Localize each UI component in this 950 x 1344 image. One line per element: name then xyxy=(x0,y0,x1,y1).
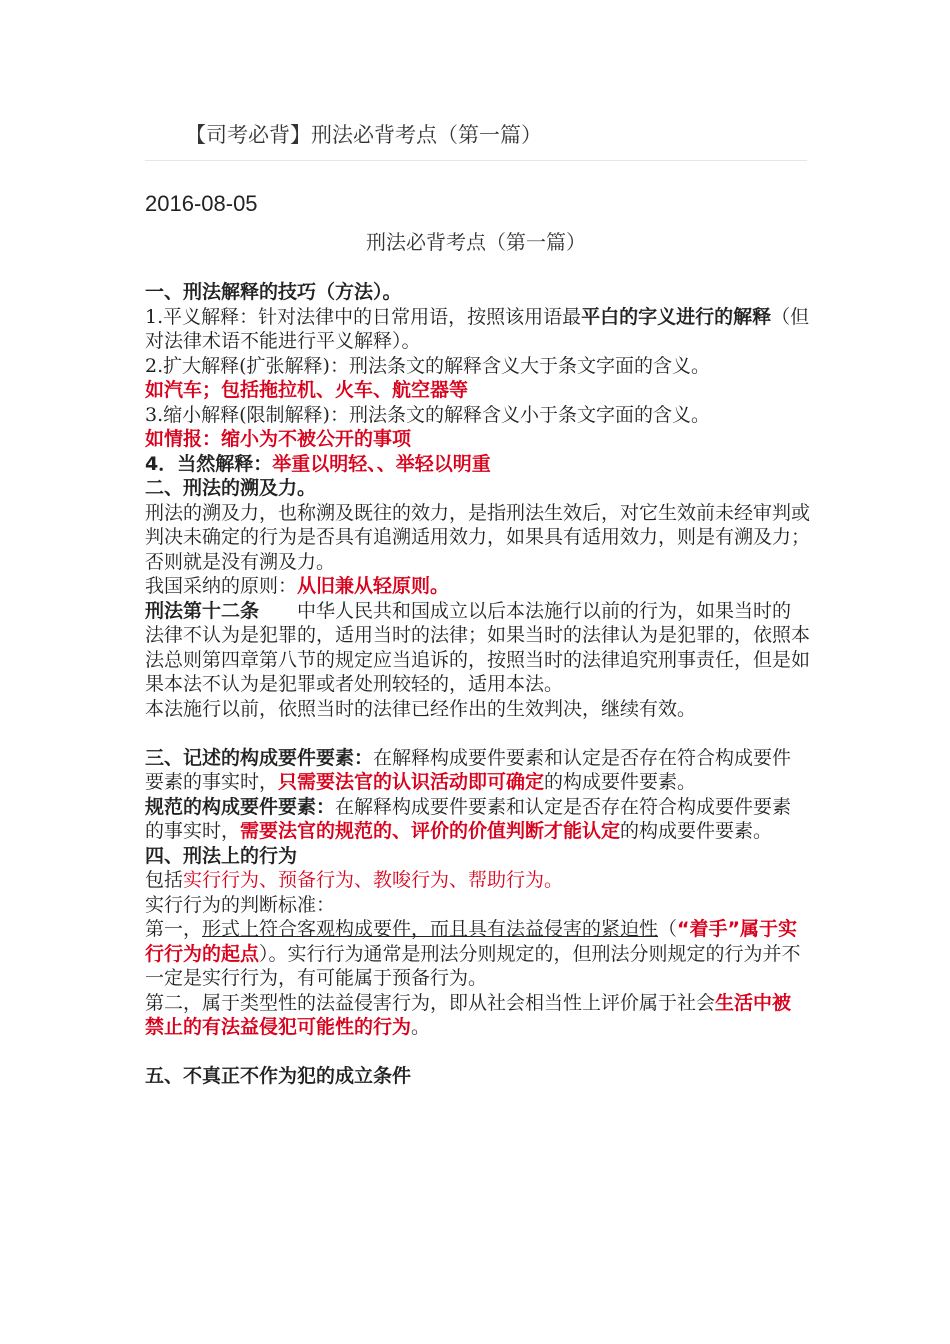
paragraph: 2.扩大解释(扩张解释)：刑法条文的解释含义大于条文字面的含义。 xyxy=(145,354,710,377)
title-divider xyxy=(145,160,807,161)
spacer xyxy=(145,721,810,746)
paragraph: 第一，形式上符合客观构成要件，而且具有法益侵害的紧迫性（“着手”属于实行行为的起点）。实行行为通常是刑法分则规定的，但刑法分则规定的行为并不一定是实行行为，有可能属于预备行为。 xyxy=(145,918,801,989)
paragraph: 刑法的溯及力，也称溯及既往的效力，是指刑法生效后，对它生效前未经审判或判决未确定的行为是否具有追溯适用效力，如果具有适用效力，则是有溯及力；否则就是没有溯及力。 xyxy=(145,501,811,573)
article-body xyxy=(145,280,810,1089)
section-heading: 五、不真正不作为犯的成立条件 xyxy=(145,1065,412,1087)
paragraph: 刑法第十二条 中华人民共和国成立以后本法施行以前的行为，如果当时的法律不认为是犯罪的，适用当时的法律；如果当时的法律认为是犯罪的，依照本法总则第四章第八节的规定应当追诉的，按照当时的法律追究刑事责任，但是如果本法不认为是犯罪或者处刑较轻的，适用本法。 xyxy=(145,599,811,695)
article-subtitle: 刑法必背考点（第一篇） xyxy=(366,230,586,254)
paragraph: 3.缩小解释(限制解释)：刑法条文的解释含义小于条文字面的含义。 xyxy=(145,403,710,426)
section-heading: 二、刑法的溯及力。 xyxy=(145,477,317,499)
paragraph: 规范的构成要件要素：在解释构成要件要素和认定是否存在符合构成要件要素的事实时，需要法官的规范的、评价的价值判断才能认定的构成要件要素。 xyxy=(145,795,792,842)
paragraph: 本法施行以前，依照当时的法律已经作出的生效判决，继续有效。 xyxy=(145,697,697,720)
paragraph: 第二，属于类型性的法益侵害行为，即从社会相当性上评价属于社会生活中被禁止的有法益侵犯可能性的行为。 xyxy=(145,991,792,1038)
section-heading: 一、刑法解释的技巧（方法）。 xyxy=(145,281,402,303)
section-heading: 四、刑法上的行为 xyxy=(145,844,298,867)
paragraph: 我国采纳的原则：从旧兼从轻原则。 xyxy=(145,575,450,597)
paragraph: 实行行为的判断标准： xyxy=(145,893,336,916)
paragraph: 包括实行行为、预备行为、教唆行为、帮助行为。 xyxy=(145,869,564,891)
article-title: 【司考必背】刑法必背考点（第一篇） xyxy=(185,123,542,147)
paragraph: 4．当然解释：举重以明轻、、举轻以明重 xyxy=(145,452,491,475)
paragraph: 三、记述的构成要件要素：在解释构成要件要素和认定是否存在符合构成要件要素的事实时，只需要法官的认识活动即可确定的构成要件要素。 xyxy=(145,746,792,793)
example-highlight: 如情报：缩小为不被公开的事项 xyxy=(145,428,412,450)
example-highlight: 如汽车；包括拖拉机、火车、航空器等 xyxy=(145,379,469,401)
spacer xyxy=(145,1040,810,1065)
paragraph: 1.平义解释：针对法律中的日常用语，按照该用语最平白的字义进行的解释（但对法律术语不能进行平义解释）。 xyxy=(145,305,810,352)
article-date: 2016-08-05 xyxy=(145,191,258,216)
